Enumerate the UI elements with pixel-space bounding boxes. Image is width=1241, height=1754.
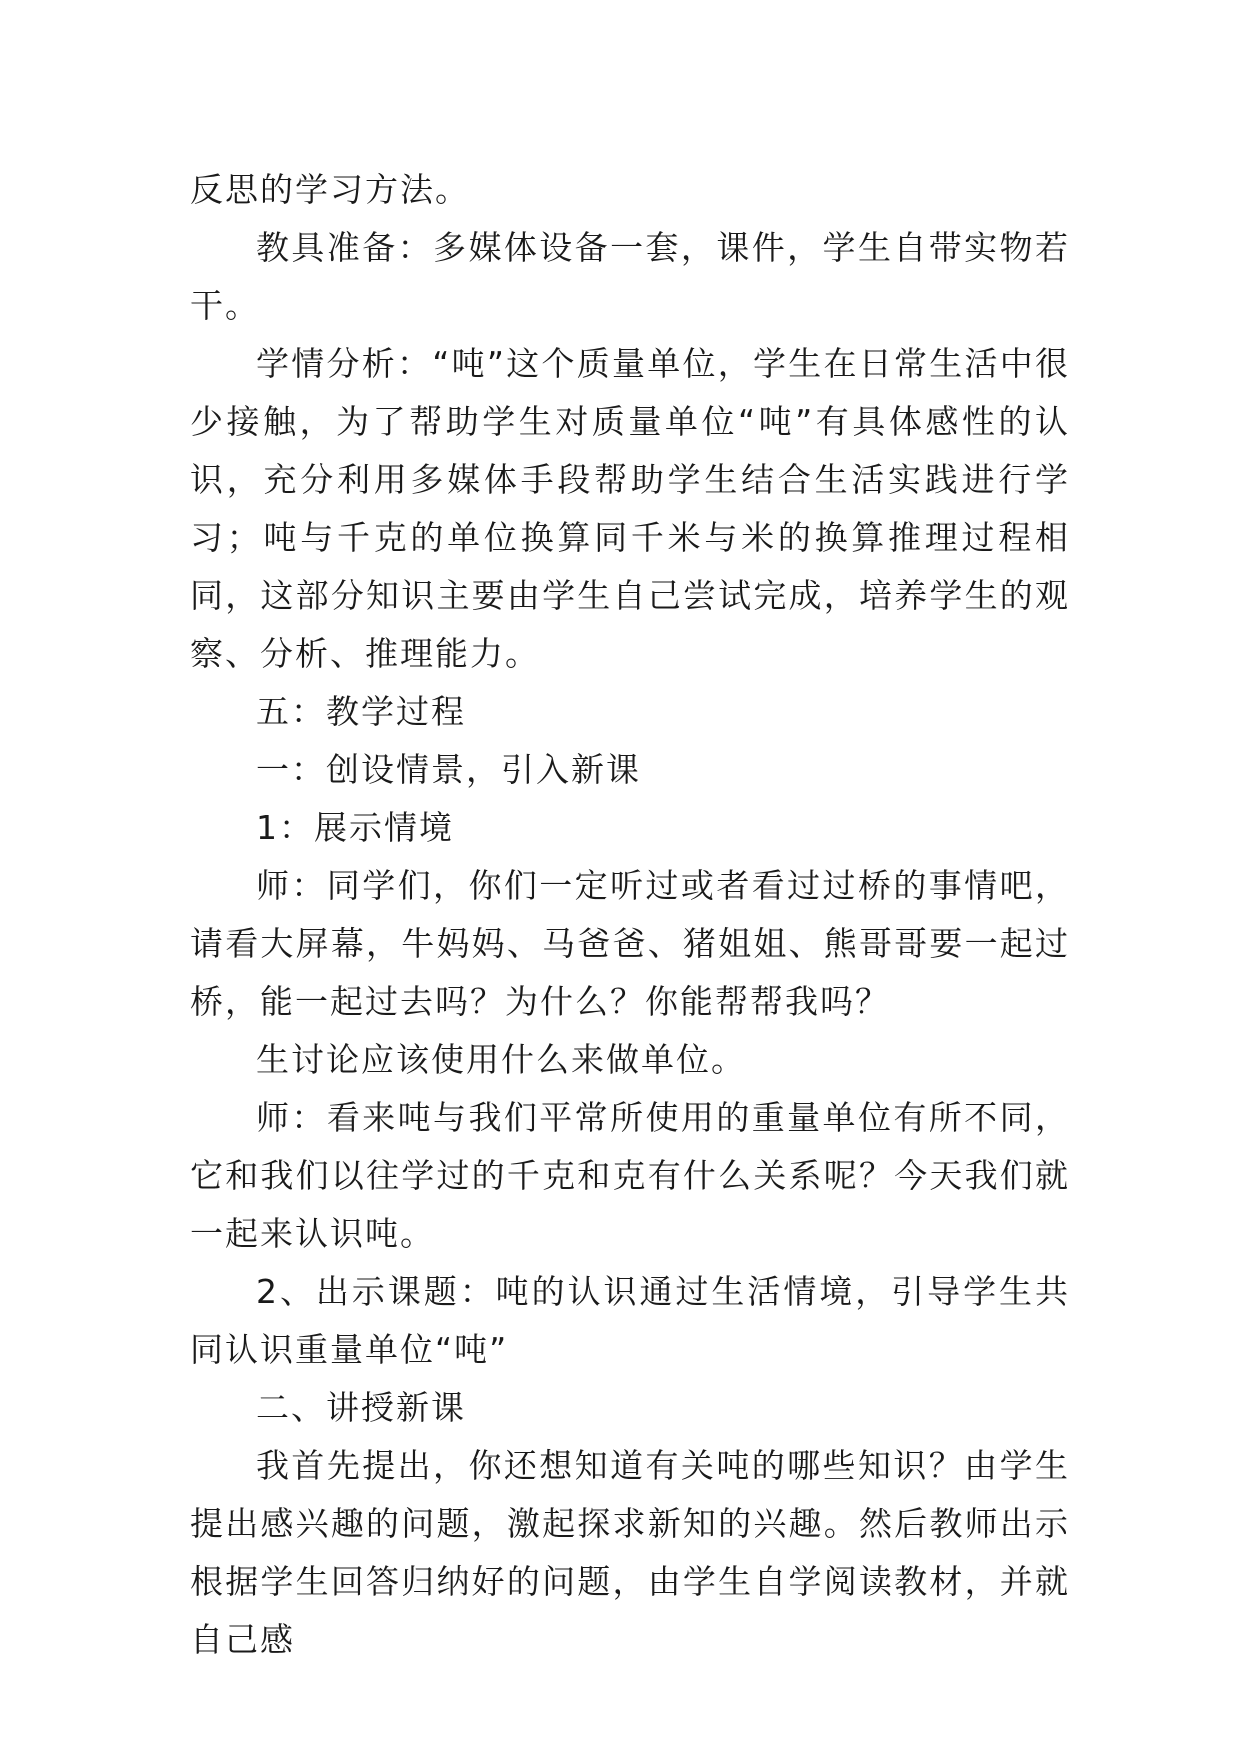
document-body: [190, 161, 1070, 1669]
paragraph-teaching-aids: 教具准备：多媒体设备一套，课件，学生自带实物若干。: [190, 228, 1070, 325]
paragraph-show-topic: 2、出示课题：吨的认识通过生活情境，引导学生共同认识重量单位“吨”: [190, 1272, 1070, 1369]
paragraph-teacher-ton-intro: 师：看来吨与我们平常所使用的重量单位有所不同，它和我们以往学过的千克和克有什么关系呢？今天我们就一起来认识吨。: [190, 1098, 1070, 1253]
heading-create-scenario: 一：创设情景，引入新课: [256, 750, 641, 789]
paragraph-reflection-method: 反思的学习方法。: [190, 170, 470, 209]
paragraph-questions: 我首先提出，你还想知道有关吨的哪些知识？由学生提出感兴趣的问题，激起探求新知的兴趣。然后教师出示根据学生回答归纳好的问题，由学生自学阅读教材，并就自己感: [190, 1446, 1070, 1659]
heading-new-lesson: 二、讲授新课: [256, 1388, 466, 1427]
paragraph-student-analysis: 学情分析：“吨”这个质量单位，学生在日常生活中很少接触，为了帮助学生对质量单位“吨”有具体感性的认识，充分利用多媒体手段帮助学生结合生活实践进行学习；吨与千克的单位换算同千米与米的换算推理过程相同，这部分知识主要由学生自己尝试完成，培养学生的观察、分析、推理能力。: [190, 344, 1070, 673]
paragraph-teacher-bridge: 师：同学们，你们一定听过或者看过过桥的事情吧，请看大屏幕，牛妈妈、马爸爸、猪姐姐、熊哥哥要一起过桥，能一起过去吗？为什么？你能帮帮我吗？: [190, 866, 1070, 1021]
heading-teaching-process: 五：教学过程: [256, 692, 466, 731]
paragraph-student-discussion: 生讨论应该使用什么来做单位。: [256, 1040, 746, 1079]
heading-show-situation: 1：展示情境: [256, 808, 454, 847]
